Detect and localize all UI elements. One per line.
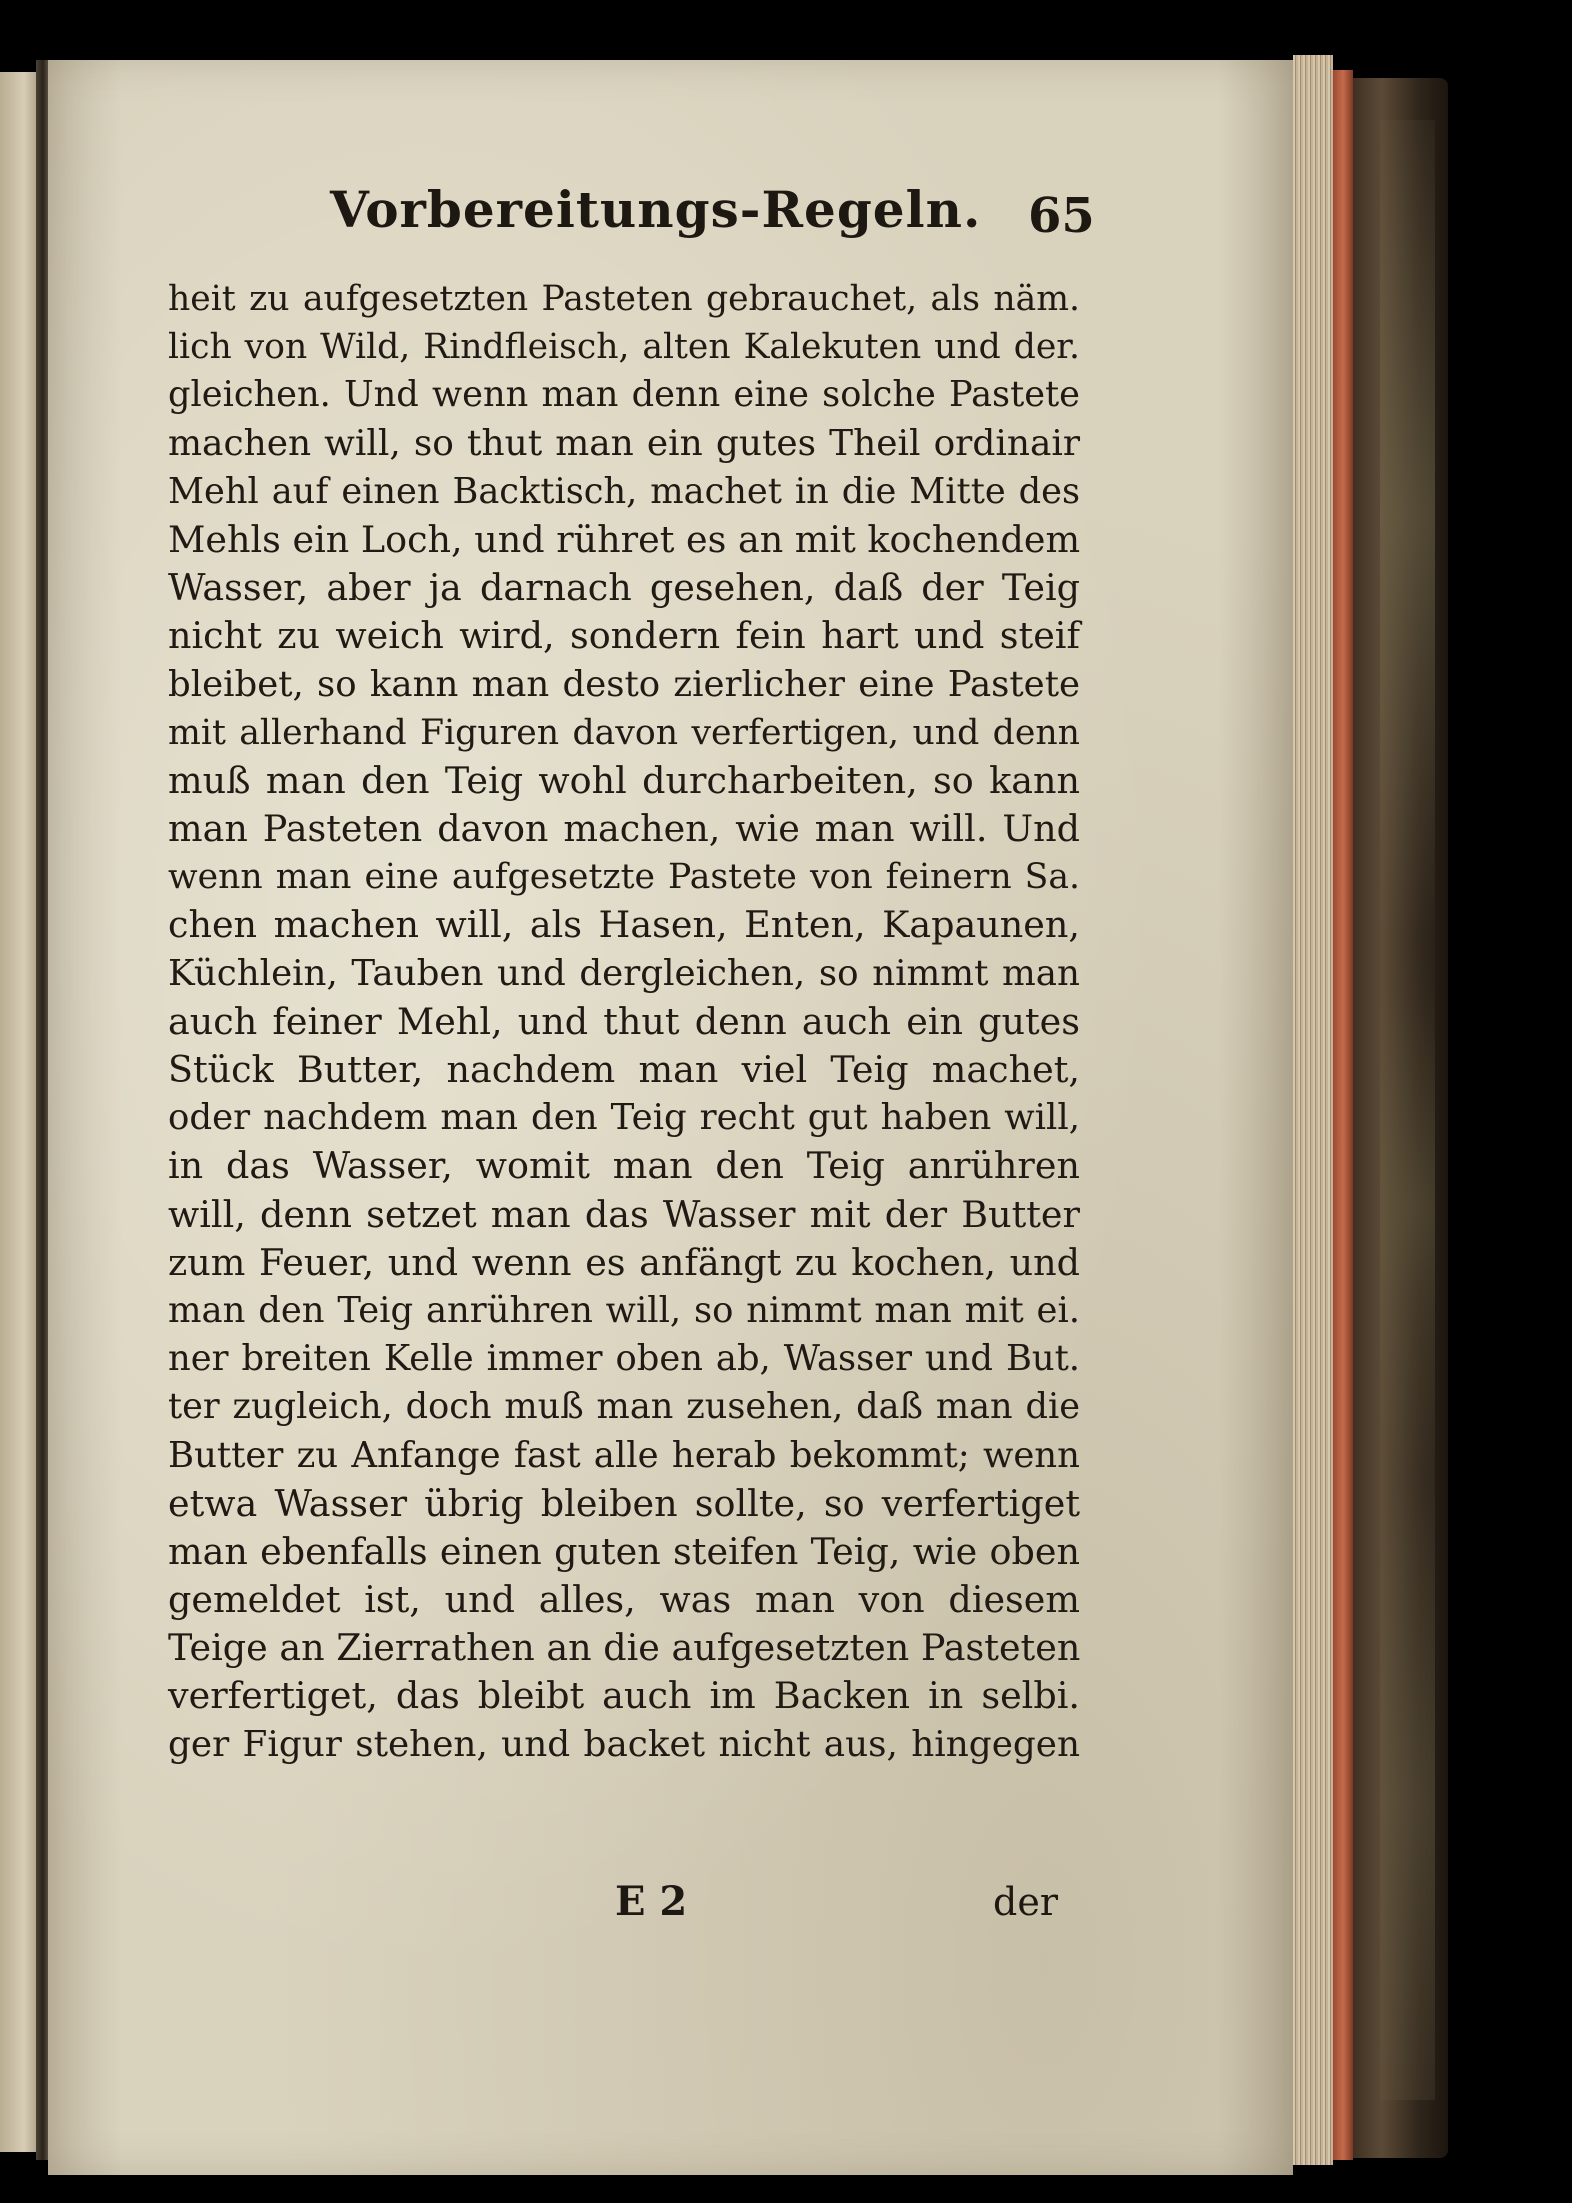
catchword: der (993, 1880, 1058, 1924)
text-line: machen will, so thut man ein gutes Theil ordinair (168, 422, 1080, 464)
facing-page-edge (0, 72, 40, 2152)
page-edges (1293, 55, 1333, 2165)
body-text (168, 275, 1080, 1769)
red-edge-stain (1333, 70, 1353, 2160)
text-line: lich von Wild, Rindfleisch, alten Kalekuten und der. (168, 327, 1080, 368)
text-line: heit zu aufgesetzten Pasteten gebrauchet, als näm. (168, 279, 1080, 319)
text-line: auch feiner Mehl, und thut denn auch ein gutes (168, 999, 1080, 1043)
page-number: 65 (1028, 188, 1095, 244)
text-line: gleichen. Und wenn man denn eine solche Pastete (168, 374, 1080, 416)
cover-texture (1380, 120, 1435, 2100)
text-line: ger Figur stehen, und backet nicht aus, hingegen (168, 1723, 1080, 1765)
text-line: oder nachdem man den Teig recht gut haben will, (168, 1097, 1080, 1139)
signature-mark: E 2 (615, 1878, 688, 1925)
text-line: zum Feuer, und wenn es anfängt zu kochen, und (168, 1240, 1080, 1284)
running-title: Vorbereitungs-Regeln. (330, 180, 982, 239)
text-line: nicht zu weich wird, sondern fein hart und steif (168, 614, 1080, 658)
text-line: verfertiget, das bleibt auch im Backen in selbi. (168, 1674, 1080, 1718)
text-line: Mehl auf einen Backtisch, machet in die Mitte des (168, 470, 1080, 512)
text-line: man den Teig anrühren will, so nimmt man mit ei. (168, 1289, 1080, 1331)
text-line: ter zugleich, doch muß man zusehen, daß man die (168, 1386, 1080, 1428)
text-line: Mehls ein Loch, und rühret es an mit kochendem (168, 517, 1081, 561)
text-line: Wasser, aber ja darnach gesehen, daß der Teig (168, 566, 1080, 610)
text-line: Stück Butter, nachdem man viel Teig machet, (168, 1048, 1080, 1091)
text-line: man ebenfalls einen guten steifen Teig, wie oben (168, 1529, 1080, 1573)
text-line: man Pasteten davon machen, wie man will. Und (168, 807, 1080, 851)
text-line: bleibet, so kann man desto zierlicher eine Pastete (168, 663, 1080, 705)
text-line: Butter zu Anfange fast alle herab bekommt; wenn (168, 1434, 1080, 1476)
text-line: mit allerhand Figuren davon verfertigen, und denn (168, 712, 1080, 753)
text-line: ner breiten Kelle immer oben ab, Wasser und But. (168, 1338, 1080, 1380)
text-line: in das Wasser, womit man den Teig anrühren (168, 1144, 1080, 1188)
text-line: muß man den Teig wohl durcharbeiten, so kann (168, 758, 1080, 802)
text-line: Küchlein, Tauben und dergleichen, so nimmt man (168, 952, 1080, 994)
text-line: chen machen will, als Hasen, Enten, Kapaunen, (168, 903, 1080, 947)
text-line: Teige an Zierrathen an die aufgesetzten Pasteten (168, 1626, 1081, 1670)
text-line: will, denn setzet man das Wasser mit der Butter (168, 1192, 1080, 1236)
text-line: etwa Wasser übrig bleiben sollte, so verfertiget (168, 1481, 1080, 1525)
text-line: gemeldet ist, und alles, was man von diesem (168, 1578, 1080, 1622)
text-line: wenn man eine aufgesetzte Pastete von feinern Sa. (168, 857, 1080, 898)
